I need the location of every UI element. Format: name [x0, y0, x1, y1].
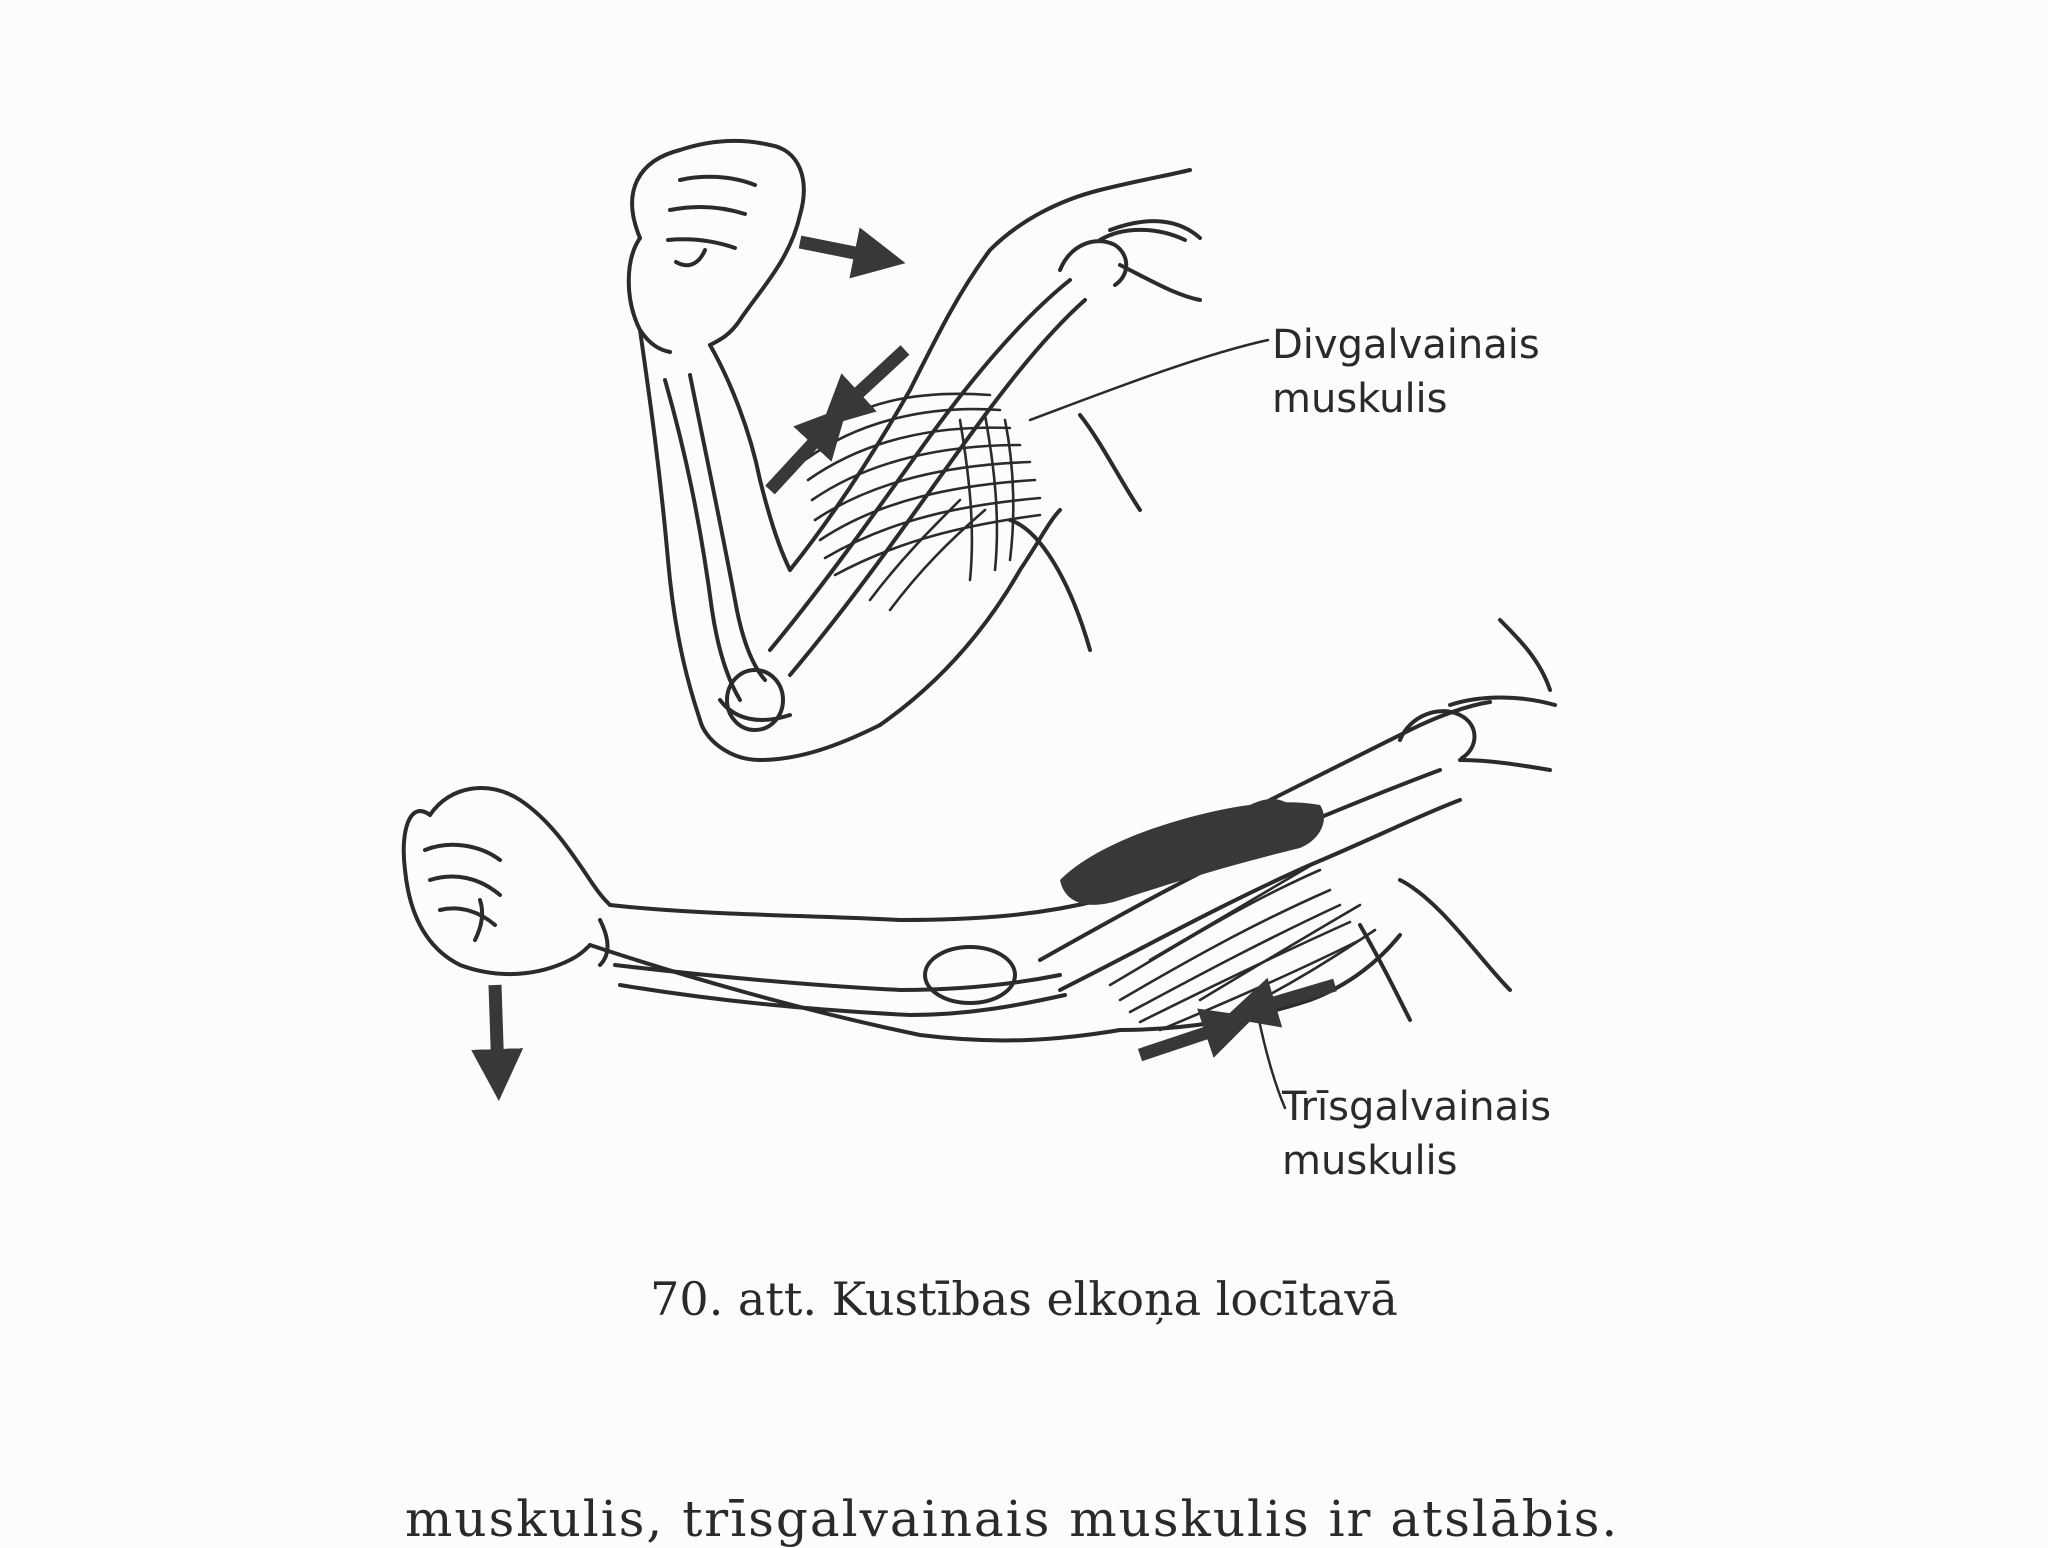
- figure-caption: 70. att. Kustības elkoņa locītavā: [650, 1272, 1398, 1326]
- biceps-label-line-2: muskulis: [1272, 376, 1448, 422]
- body-text-line: muskulis, trīsgalvainais muskulis ir atslābis.: [405, 1490, 1620, 1548]
- triceps-label: [1282, 1080, 1551, 1188]
- biceps-label: [1272, 318, 1540, 426]
- extended-arm-figure: [404, 620, 1555, 1108]
- flexed-arm-figure: [629, 141, 1268, 760]
- triceps-label-line-1: Trīsgalvainais: [1282, 1084, 1552, 1130]
- flexion-arrows: [770, 242, 905, 490]
- biceps-label-line-1: Divgalvainais: [1272, 322, 1540, 368]
- extension-arrows: [495, 985, 1335, 1075]
- triceps-label-line-2: muskulis: [1282, 1138, 1458, 1184]
